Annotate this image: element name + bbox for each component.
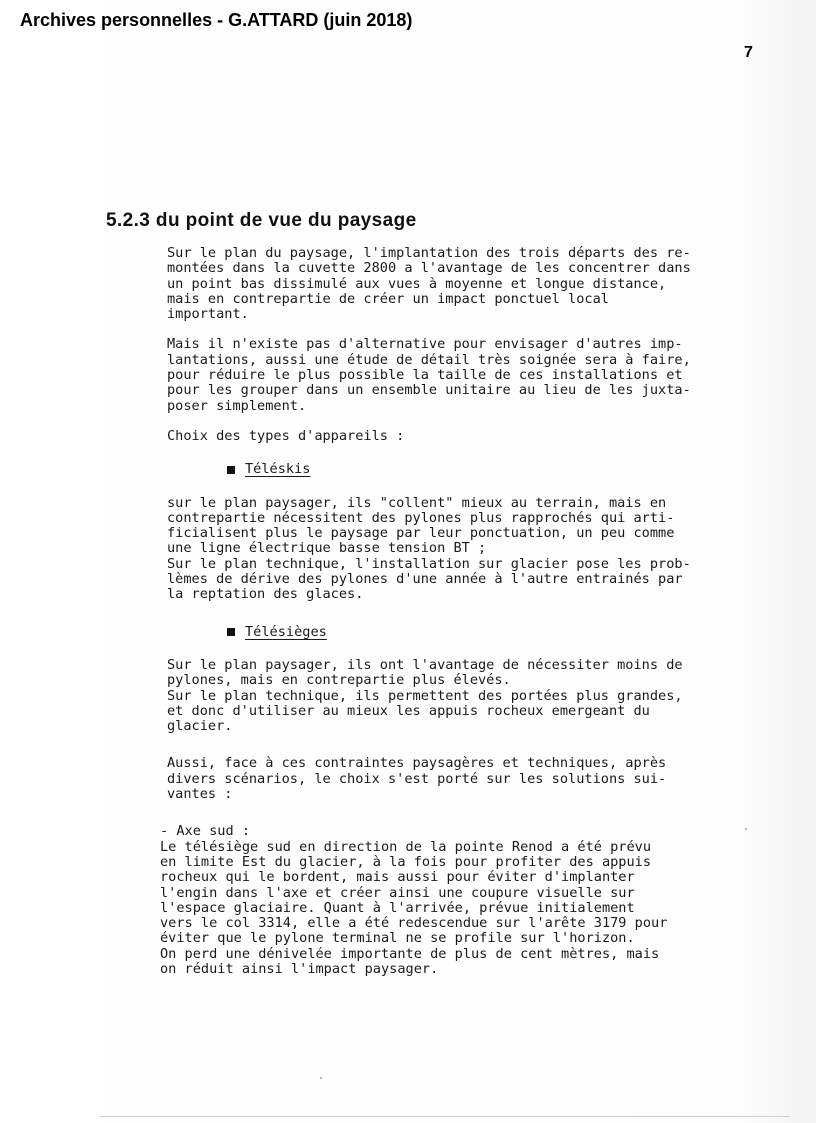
heading-telesieges-label: Télésièges (245, 623, 327, 640)
body-text (160, 245, 697, 977)
axe-sud-block (160, 824, 690, 977)
paragraph-axe-sud: Le télésiège sud en direction de la pointe Renod a été prévu en limite Est du glacier, à la fois pour profiter des appuis rocheux qui le bordent, mais aussi pour éviter d'implanter l'engin dans l'axe et créer ainsi une coupure visuelle sur l'espace glaciaire. Quant à l'arrivée, prévue initialement vers le col 3314, elle a été redescendue sur l'arête 3179 pour éviter que le pylone terminal ne se profile sur l'horizon. On perd une dénivelée importante de plus de cent mètres, mais on réduit ainsi l'impact paysager. (160, 838, 668, 977)
bullet-square-icon (227, 466, 235, 474)
section-title: 5.2.3 du point de vue du paysage (106, 210, 417, 231)
paragraph-telesieges: Sur le plan paysager, ils ont l'avantage de nécessiter moins de pylones, mais en contrepartie plus élevés. Sur le plan technique, ils permettent des portées plus grandes, et donc d'utiliser au mieux les appuis rocheux emergeant du glacier. (167, 656, 683, 735)
scan-speck (745, 828, 747, 830)
axe-sud-label: - Axe sud : (160, 823, 251, 840)
paragraph-equipment-choice: Choix des types d'appareils : (167, 427, 405, 444)
scan-speck (320, 1077, 322, 1079)
page-edge-line (100, 1116, 790, 1117)
heading-teleskis-label: Téléskis (245, 461, 311, 478)
paragraph-landscape-intro: Sur le plan du paysage, l'implantation des trois départs des re- montées dans la cuvette 2800 a l'avantage de les concentrer dans un point bas dissimulé aux vues à moyenne et longue distance, mais en contrepartie de créer un impact ponctuel local important. (167, 245, 691, 323)
bullet-square-icon (227, 628, 235, 636)
paragraph-solutions: Aussi, face à ces contraintes paysagères et techniques, après divers scénarios, le choix s'est porté sur les solutions sui- vantes : (167, 755, 667, 803)
heading-telesieges (167, 625, 697, 640)
heading-teleskis (167, 462, 697, 477)
paragraph-teleskis: sur le plan paysager, ils "collent" mieux au terrain, mais en contrepartie nécessitent des pylones plus rapprochés qui arti- ficialisent plus le paysage par leur ponctuation, un peu comme une ligne électrique basse tension BT ; Sur le plan technique, l'installation sur glacier pose les prob- lèmes de dérive des pylones d'une année à l'autre entrainés par la reptation des glaces. (167, 494, 691, 603)
paragraph-alternatives: Mais il n'existe pas d'alternative pour envisager d'autres imp- lantations, aussi une étude de détail très soignée sera à faire, pour réduire le plus possible la taille de ces installations et pour les grouper dans un ensemble unitaire au lieu de les juxta- poser simplement. (167, 336, 691, 414)
page-number: 7 (744, 44, 753, 61)
archive-header: Archives personnelles - G.ATTARD (juin 2018) (20, 10, 413, 30)
